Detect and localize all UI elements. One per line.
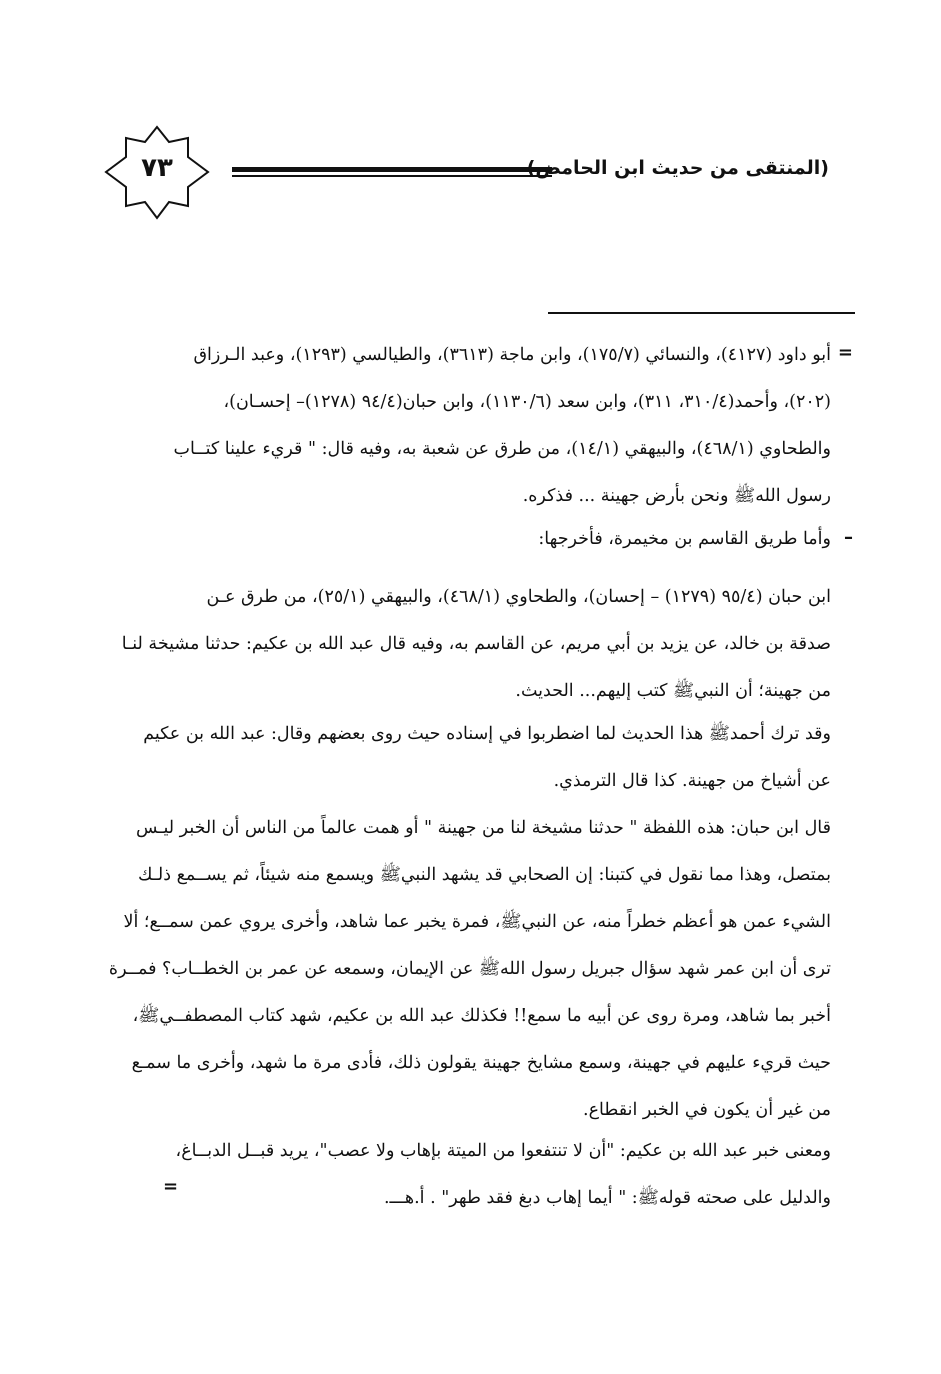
text-line: ترى أن ابن عمر شهد سؤال جبريل رسول اللهﷺ عن الإيمان، وسمعه عن عمر بن الخطــاب؟ فمــرة xyxy=(109,959,831,979)
footnote-paragraph-5 xyxy=(109,1128,831,1222)
footnote-paragraph-1 xyxy=(109,332,831,520)
text-line: الشيء عمن هو أعظم خطراً منه، عن النبيﷺ، فمرة يخبر عما شاهد، وأخرى يروي عمن سمــع؛ ألا xyxy=(123,912,831,932)
text-line: رسول اللهﷺ ونحن بأرض جهينة ... فذكره. xyxy=(522,486,831,506)
text-line: (٢٠٢)، وأحمد(٣١٠/٤، ٣١١)، وابن سعد (١١٣٠/٦)، وابن حبان(٩٤/٤ (١٢٧٨)– إحسـان)، xyxy=(223,392,831,412)
footnote-separator xyxy=(548,312,855,314)
text-line: أبو داود (٤١٢٧)، والنسائي (١٧٥/٧)، وابن ماجة (٣٦١٣)، والطيالسي (١٢٩٣)، وعبد الـرزاق xyxy=(193,345,831,365)
dash-marker: – xyxy=(844,527,853,548)
page-number: ٧٣ xyxy=(141,153,173,183)
text-line: حيث قريء عليهم في جهينة، وسمع مشايخ جهينة يقولون ذلك، فأدى مرة ما شهد، وأخرى ما سمـع xyxy=(131,1053,831,1073)
page-header xyxy=(0,125,941,220)
text-line: وقد ترك أحمدﷺ هذا الحديث لما اضطربوا في إسناده حيث روى بعضهم وقال: عبد الله بن عكيم xyxy=(143,724,831,744)
header-rule-thin xyxy=(232,175,552,177)
text-line: والطحاوي (٤٦٨/١)، والبيهقي (١٤/١)، من طرق عن شعبة به، وفيه قال: " قريء علينا كتــاب xyxy=(173,439,831,459)
header-rule-thick xyxy=(232,167,552,172)
page-number-badge xyxy=(104,125,210,220)
text-line: ومعنى خبر عبد الله بن عكيم: "أن لا تنتفعوا من الميتة بإهاب ولا عصب"، يريد قبــل الدبــاغ، xyxy=(175,1141,831,1161)
text-line: صدقة بن خالد، عن يزيد بن أبي مريم، عن القاسم به، وفيه قال عبد الله بن عكيم: حدثنا مشيخة لنـا xyxy=(121,634,831,654)
text-line: بمتصل، وهذا مما نقول في كتبنا: إن الصحابي قد يشهد النبيﷺ ويسمع منه شيئاً، ثم يســمع ذلـك xyxy=(138,865,831,885)
continuation-end-marker: = xyxy=(163,1176,179,1197)
text-line: عن أشياخ من جهينة. كذا قال الترمذي. xyxy=(553,771,831,791)
running-title: (المنتقى من حديث ابن الحامض) xyxy=(526,157,829,179)
text-line: من جهينة؛ أن النبيﷺ كتب إليهم... الحديث. xyxy=(515,681,831,701)
footnote-paragraph-3 xyxy=(109,711,831,805)
dash-item xyxy=(109,516,831,563)
text-line: والدليل على صحته قولهﷺ: " أيما إهاب دبغ فقد طهر" . أ.هـــ. xyxy=(383,1188,831,1208)
text-line: من غير أن يكون في الخبر انقطاع. xyxy=(583,1100,831,1120)
text-line: أخبر بما شاهد، ومرة روى عن أبيه ما سمع!! فكذلك عبد الله بن عكيم، شهد كتاب المصطفــيﷺ، xyxy=(132,1006,831,1026)
continuation-marker: = xyxy=(837,342,853,363)
footnote-paragraph-4 xyxy=(109,805,831,1134)
text-line: قال ابن حبان: هذه اللفظة " حدثنا مشيخة لنا من جهينة " أو همت عالماً من الناس أن الخبر ليـس xyxy=(136,818,831,838)
text-line: ابن حبان (٩٥/٤ (١٢٧٩) – إحسان)، والطحاوي (٤٦٨/١)، والبيهقي (٢٥/١)، من طرق عـن xyxy=(206,587,831,607)
footnote-paragraph-2 xyxy=(109,574,831,715)
text-line: وأما طريق القاسم بن مخيمرة، فأخرجها: xyxy=(538,529,831,549)
